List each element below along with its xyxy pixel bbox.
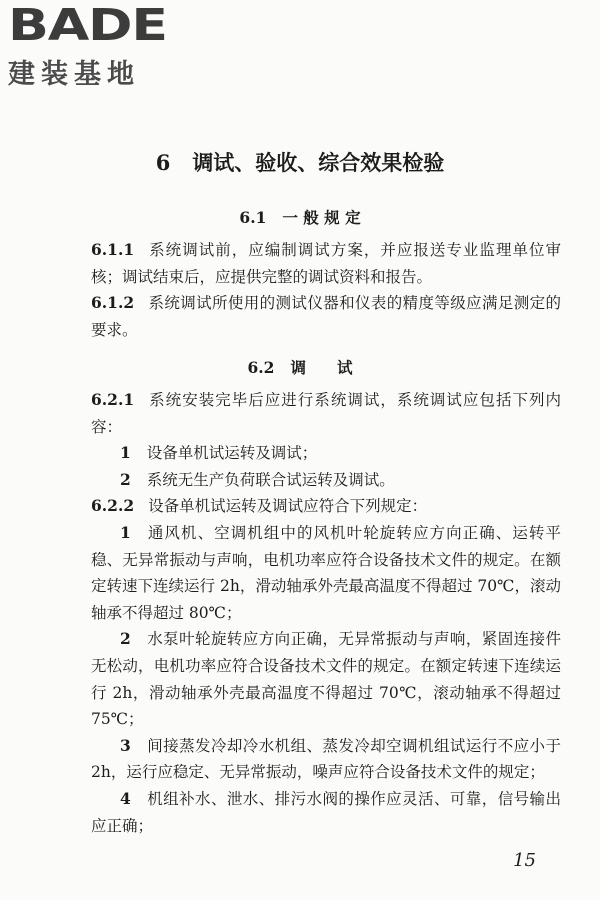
item-text: 水泵叶轮旋转应方向正确，无异常振动与声响，紧固连接件无松动，电机功率应符合设备技术文件的规定。在额定转速下连续运行 2h，滑动轴承外壳最高温度不得超过 70℃，滚动轴承不得超过 75℃； xyxy=(91,630,561,729)
list-item xyxy=(91,520,561,626)
section-number: 6.1 xyxy=(239,208,267,227)
section-heading-6-2 xyxy=(0,356,600,378)
item-number: 1 xyxy=(120,443,131,463)
clause-number: 6.2.2 xyxy=(91,496,135,516)
section-body-6-1 xyxy=(91,237,561,343)
item-number: 2 xyxy=(120,469,131,489)
item-number: 3 xyxy=(120,735,131,755)
clause-6-1-1 xyxy=(91,237,561,290)
item-text: 设备单机试运转及调试； xyxy=(146,444,318,463)
clause-text: 系统调试前，应编制调试方案，并应报送专业监理单位审核；调试结束后，应提供完整的调试资料和报告。 xyxy=(91,241,561,286)
clause-number: 6.1.2 xyxy=(91,293,135,313)
clause-text: 系统调试所使用的测试仪器和仪表的精度等级应满足测定的要求。 xyxy=(91,294,561,339)
item-text: 间接蒸发冷却冷水机组、蒸发冷却空调机组试运行不应小于 2h，运行应稳定、无异常振动，噪声应符合设备技术文件的规定； xyxy=(91,736,561,782)
section-title: 调 试 xyxy=(290,358,353,377)
clause-6-2-2 xyxy=(91,493,561,520)
list-item xyxy=(91,733,561,786)
section-number: 6.2 xyxy=(247,358,275,377)
item-text: 通风机、空调机组中的风机叶轮旋转应方向正确、运转平稳、无异常振动与声响，电机功率应符合设备技术文件的规定。在额定转速下连续运行 2h，滑动轴承外壳最高温度不得超过 70℃，滚动轴承不得超过 80℃； xyxy=(91,523,561,622)
clause-6-2-1 xyxy=(91,387,561,440)
section-heading-6-1 xyxy=(0,206,600,228)
logo-brand: BADE xyxy=(8,0,167,51)
logo-subtitle: 建装基地 xyxy=(8,59,140,90)
clause-text: 设备单机试运转及调试应符合下列规定： xyxy=(148,497,428,516)
chapter-number: 6 xyxy=(155,150,171,175)
page-number: 15 xyxy=(513,850,536,871)
item-number: 4 xyxy=(120,788,131,808)
clause-6-1-2 xyxy=(91,290,561,343)
section-title: 一 般 规 定 xyxy=(282,208,361,227)
chapter-title: 调试、验收、综合效果检验 xyxy=(192,150,445,175)
chapter-heading xyxy=(0,147,600,177)
clause-text: 系统安装完毕后应进行系统调试，系统调试应包括下列内容： xyxy=(91,391,561,436)
item-number: 1 xyxy=(120,522,131,542)
list-item xyxy=(91,440,561,467)
item-text: 系统无生产负荷联合试运转及调试。 xyxy=(146,470,395,489)
list-item xyxy=(91,467,561,494)
item-number: 2 xyxy=(120,629,131,649)
item-text: 机组补水、泄水、排污水阀的操作应灵活、可靠，信号输出应正确； xyxy=(91,789,561,835)
clause-number: 6.1.1 xyxy=(91,240,135,259)
list-item xyxy=(91,786,561,839)
section-body-6-2 xyxy=(91,387,561,839)
clause-number: 6.2.1 xyxy=(91,390,135,409)
logo xyxy=(8,0,167,90)
list-item xyxy=(91,626,561,732)
